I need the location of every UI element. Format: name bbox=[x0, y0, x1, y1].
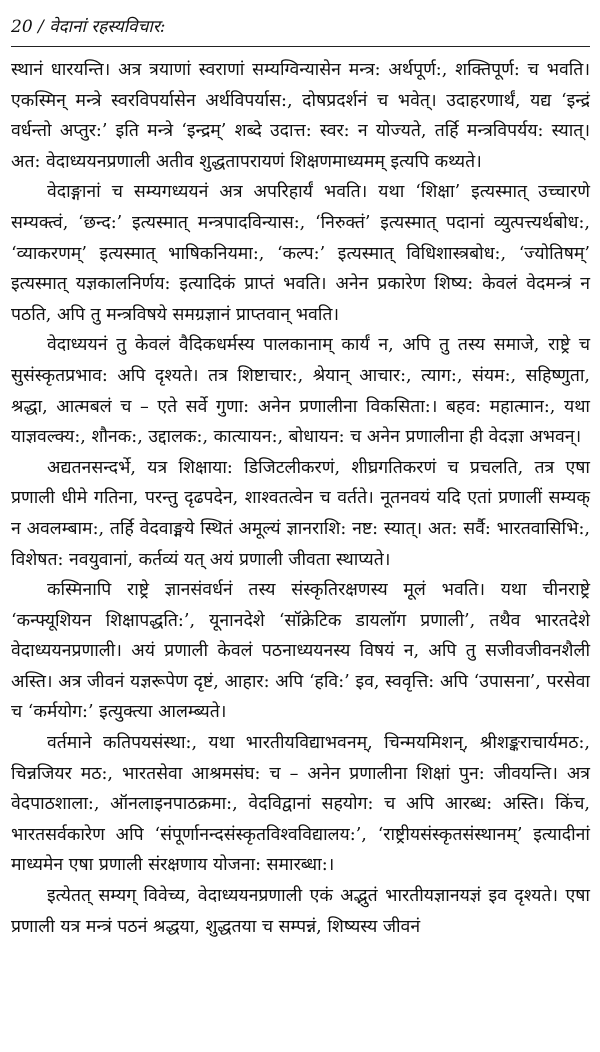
paragraph-4: अद्यतनसन्दर्भे, यत्र शिक्षाया: डिजिटलीकरणं, शीघ्रगतिकरणं च प्रचलति, तत्र एषा प्रणाली धीमे गतिना, परन्तु दृढपदेन, शाश्वतत्वेन च वर्तते। नूतनवयं यदि एतां प्रणालीं सम्यक् न अवलम्बाम:, तर्हि वेदवाङ्मये स्थितं अमूल्यं ज्ञानराशि: नष्ट: स्यात्। अत: सर्वै: भारतवासिभि:, विशेषत: नवयुवानां, कर्तव्यं यत् अयं प्रणाली जीवता स्थाप्यते। bbox=[11, 457, 590, 570]
header-separator: / bbox=[38, 17, 44, 37]
paragraph-7: इत्येतत् सम्यग् विवेच्य, वेदाध्ययनप्रणाली एकं अद्भुतं भारतीयज्ञानयज्ञं इव दृश्यते। एषा प्रणाली यत्र मन्त्रं पठनं श्रद्धया, शुद्धतया च सम्पन्नं, शिष्यस्य जीवनं bbox=[11, 886, 590, 937]
paragraph-2: वेदाङ्गानां च सम्यगध्ययनं अत्र अपरिहार्यं भवति। यथा ‘शिक्षा’ इत्यस्मात् उच्चारणे सम्यक्त्वं, ‘छन्द:’ इत्यस्मात् मन्त्रपादविन्यास:, ‘निरुक्तं’ इत्यस्मात् पदानां व्युत्पत्त्यर्थबोध:, ‘व्याकरणम्’ इत्यस्मात् भाषिकनियमा:, ‘कल्प:’ इत्यस्मात् विधिशास्त्रबोध:, ‘ज्योतिषम्’ इत्यस्मात् यज्ञकालनिर्णय: इत्यादिकं प्राप्तं भवति। अनेन प्रकारेण शिष्य: केवलं वेदमन्त्रं न पठति, अपि तु मन्त्रविषये समग्रज्ञानं प्राप्तवान् भवति। bbox=[11, 182, 590, 325]
page-number: 20 bbox=[11, 17, 33, 37]
body-text bbox=[11, 55, 590, 942]
running-title: वेदानां रहस्यविचार: bbox=[49, 17, 166, 37]
paragraph-1: स्थानं धारयन्ति। अत्र त्रयाणां स्वराणां सम्यग्विन्यासेन मन्त्र: अर्थपूर्ण:, शक्तिपूर्ण: च भवति। एकस्मिन् मन्त्रे स्वरविपर्यासेन अर्थविपर्यास:, दोषप्रदर्शनं च भवेत्। उदाहरणार्थं, यद्य ‘इन्द्रं वर्धन्तो अप्तुर:’ इति मन्त्रे ‘इन्द्रम्’ शब्दे उदात्त: स्वर: न योज्यते, तर्हि मन्त्रविपर्यय: स्यात्। अत: वेदाध्ययनप्रणाली अतीव शुद्धतापरायणं शिक्षणमाध्यमम् इत्यपि कथ्यते। bbox=[11, 60, 590, 172]
paragraph-6: वर्तमाने कतिपयसंस्था:, यथा भारतीयविद्याभवनम्, चिन्मयमिशन्, श्रीशङ्कराचार्यमठ:, चिन्नजियर मठ:, भारतसेवा आश्रमसंघ: च – अनेन प्रणालीना शिक्षां पुन: जीवयन्ति। अत्र वेदपाठशाला:, ऑनलाइनपाठक्रमा:, वेदविद्वानां सहयोग: च अपि आरब्ध: अस्ति। किंच, भारतसर्वकारेण अपि ‘संपूर्णानन्दसंस्कृतविश्वविद्यालय:’, ‘राष्ट्रीयसंस्कृतसंस्थानम्’ इत्यादीनां माध्यमेन एषा प्रणाली संरक्षणाय योजना: समारब्धा:। bbox=[11, 733, 590, 876]
running-header bbox=[11, 14, 590, 47]
paragraph-3: वेदाध्ययनं तु केवलं वैदिकधर्मस्य पालकानाम् कार्यं न, अपि तु तस्य समाजे, राष्ट्रे च सुसंस्कृतप्रभाव: अपि दृश्यते। तत्र शिष्टाचार:, श्रेयान् आचार:, त्याग:, संयम:, सहिष्णुता, श्रद्धा, आत्मबलं च – एते सर्वे गुणा: अनेन प्रणालीना विकसिता:। बहव: महात्मान:, यथा याज्ञवल्क्य:, शौनक:, उद्दालक:, कात्यायन:, बोधायन: च अनेन प्रणालीना ही वेदज्ञा अभवन्। bbox=[11, 335, 590, 448]
paragraph-5: कस्मिनापि राष्ट्रे ज्ञानसंवर्धनं तस्य संस्कृतिरक्षणस्य मूलं भवति। यथा चीनराष्ट्रे ‘कन्फ्यूशियन शिक्षापद्धति:’, यूनानदेशे ‘सॉक्रेटिक डायलॉग प्रणाली’, तथैव भारतदेशे वेदाध्ययनप्रणाली। अयं प्रणाली केवलं पठनाध्ययनस्य विषयं न, अपि तु सजीवजीवनशैली अस्ति। अत्र जीवनं यज्ञरूपेण दृष्टं, आहार: अपि ‘हवि:’ इव, स्ववृत्ति: अपि ‘उपासना’, परसेवा च ‘कर्मयोग:’ इत्युक्त्या आलम्ब्यते। bbox=[11, 580, 590, 723]
